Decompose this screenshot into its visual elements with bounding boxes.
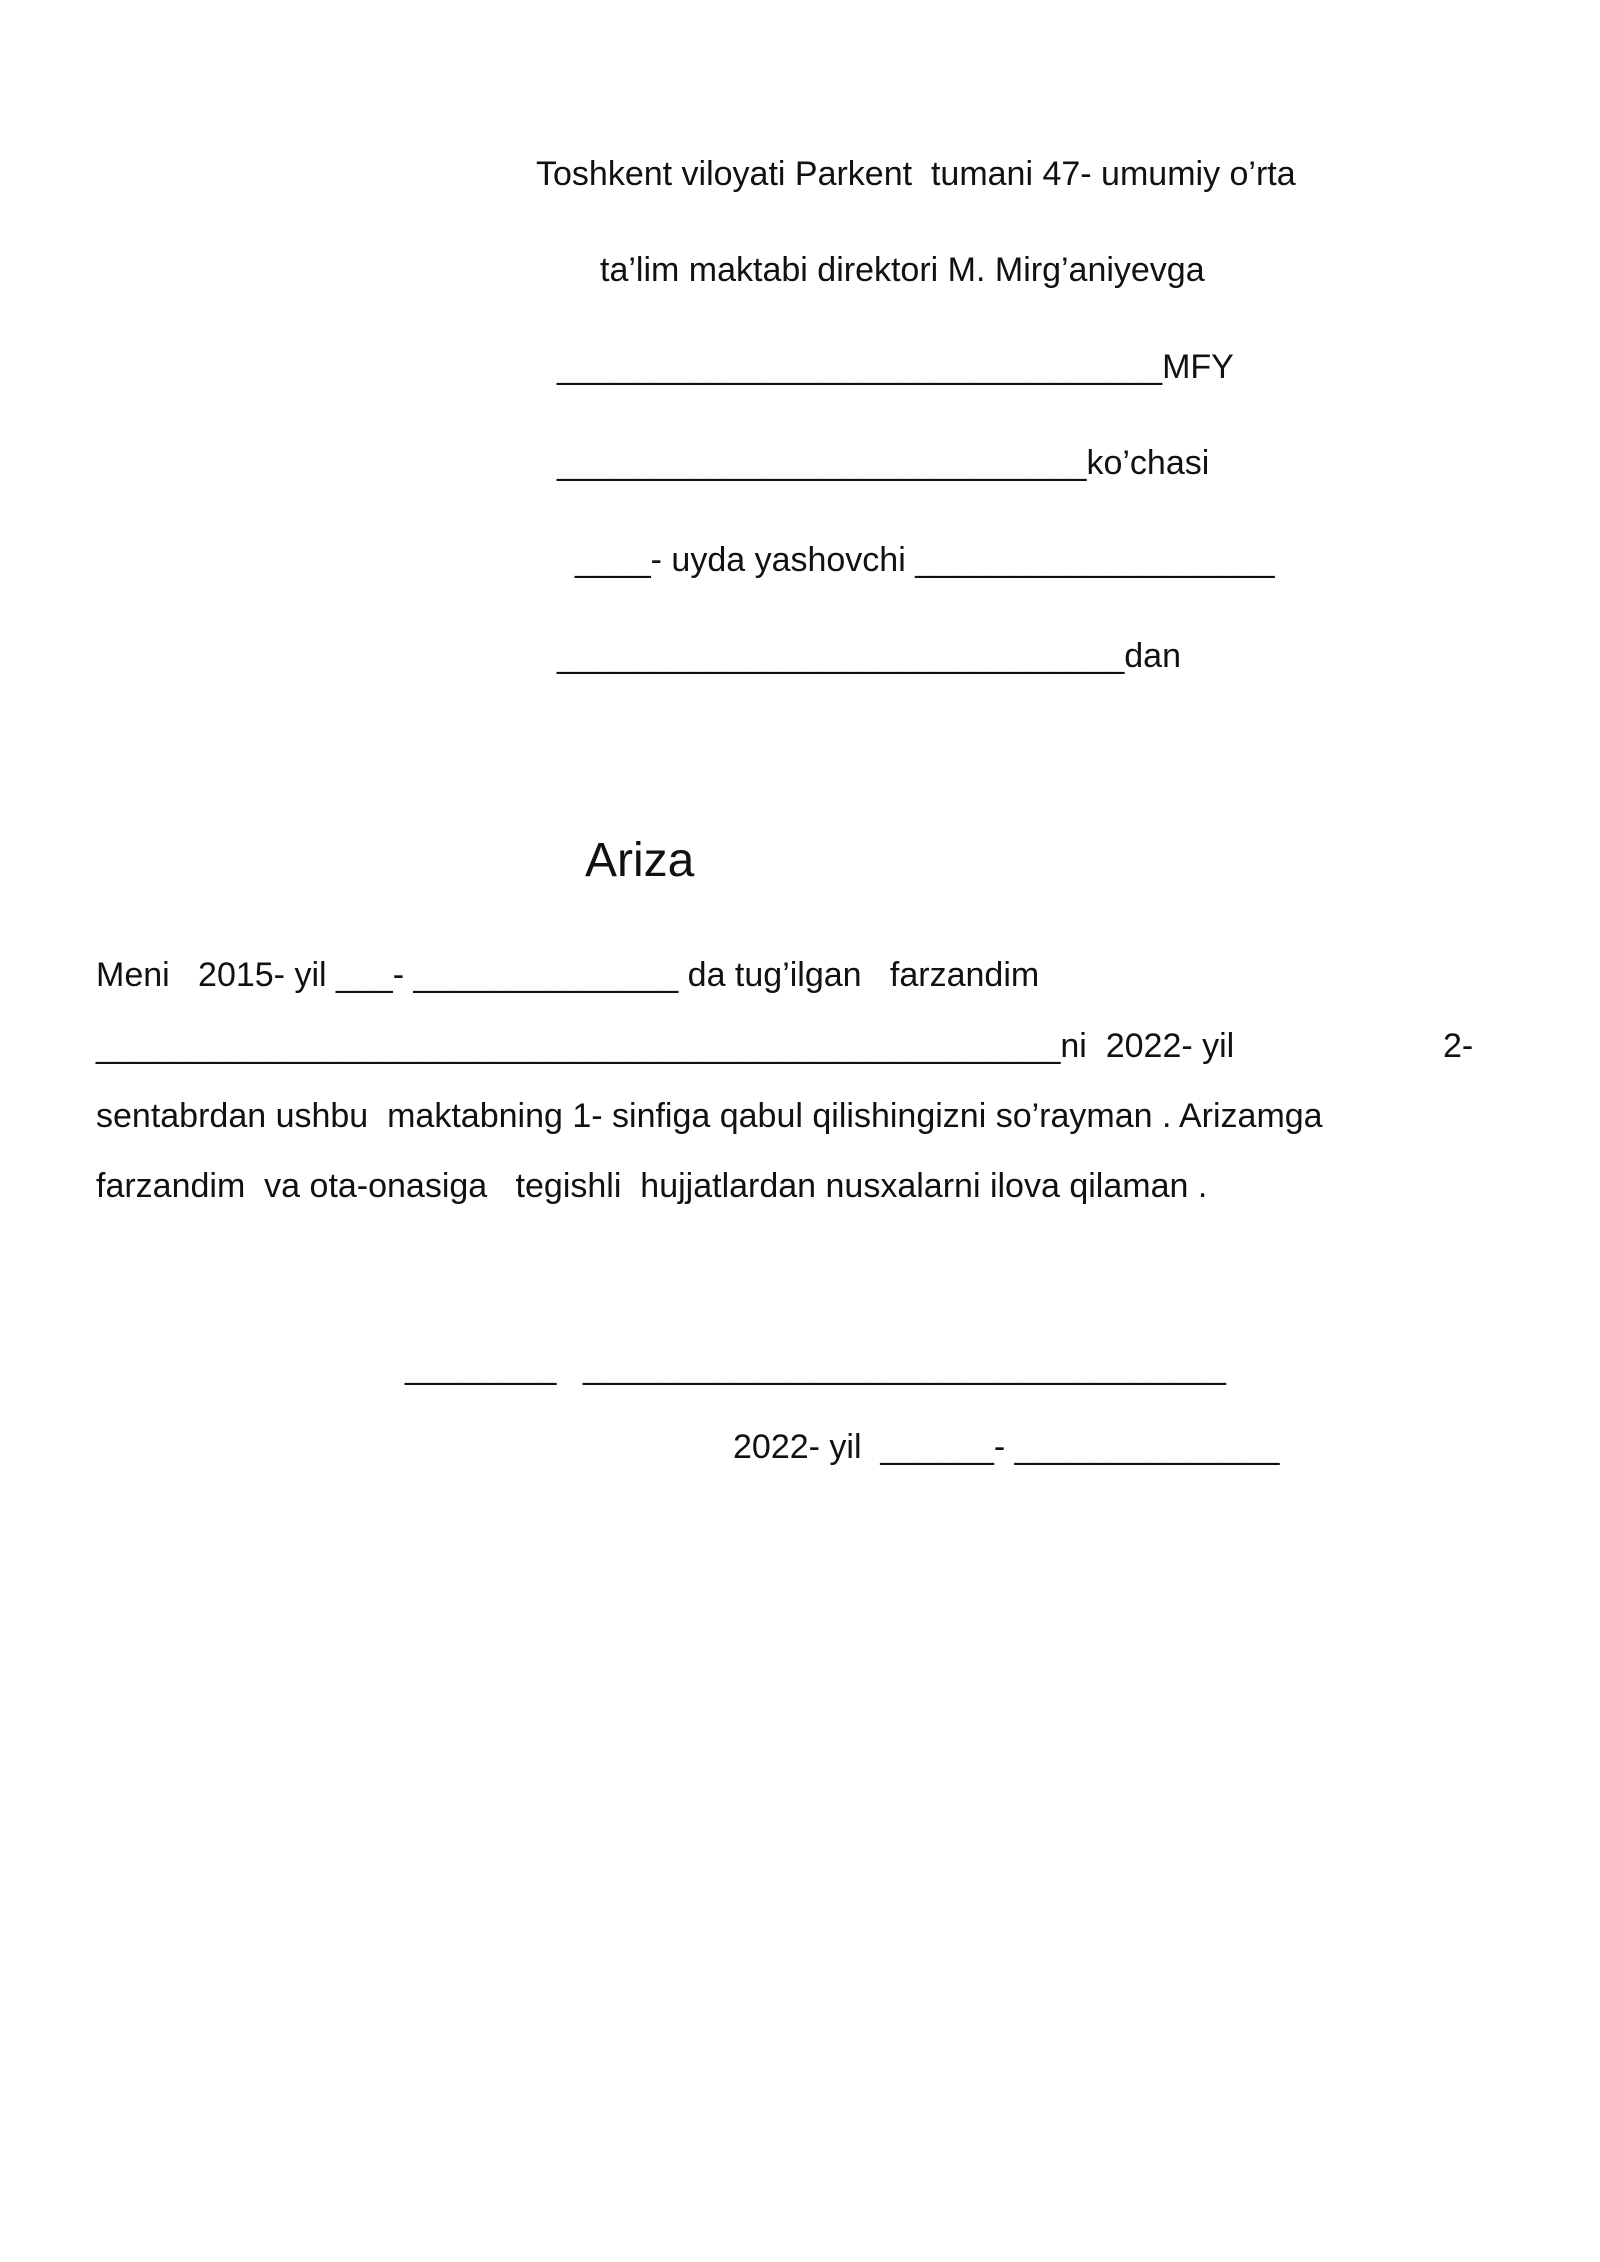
body-line-1: Meni 2015- yil ___- ______________ da tug’ilgan farzandim xyxy=(96,956,1040,994)
body-line-4: farzandim va ota-onasiga tegishli hujjatlardan nusxalarni ilova qilaman . xyxy=(96,1167,1208,1205)
addressee-line-2: ta’lim maktabi direktori M. Mirg’aniyevga xyxy=(600,251,1205,289)
applicant-name-field-line: ______________________________dan xyxy=(557,637,1182,675)
house-resident-field-line: ____- uyda yashovchi ___________________ xyxy=(575,541,1275,579)
date-line: 2022- yil ______- ______________ xyxy=(733,1428,1280,1466)
body-line-3: sentabrdan ushbu maktabning 1- sinfiga qabul qilishingizni so’rayman . Arizamga xyxy=(96,1097,1323,1135)
document-title: Ariza xyxy=(585,834,695,887)
addressee-line-1: Toshkent viloyati Parkent tumani 47- umumiy o’rta xyxy=(536,155,1296,193)
body-line-2-end: 2- xyxy=(1443,1027,1474,1065)
signature-blank: ________ xyxy=(405,1348,557,1386)
signature-name-blank: __________________________________ xyxy=(583,1348,1226,1386)
mfy-field-line: ________________________________MFY xyxy=(557,348,1234,386)
body-line-2: ___________________________________________________ni 2022- yil xyxy=(96,1027,1235,1065)
street-field-line: ____________________________ko’chasi xyxy=(557,444,1210,482)
